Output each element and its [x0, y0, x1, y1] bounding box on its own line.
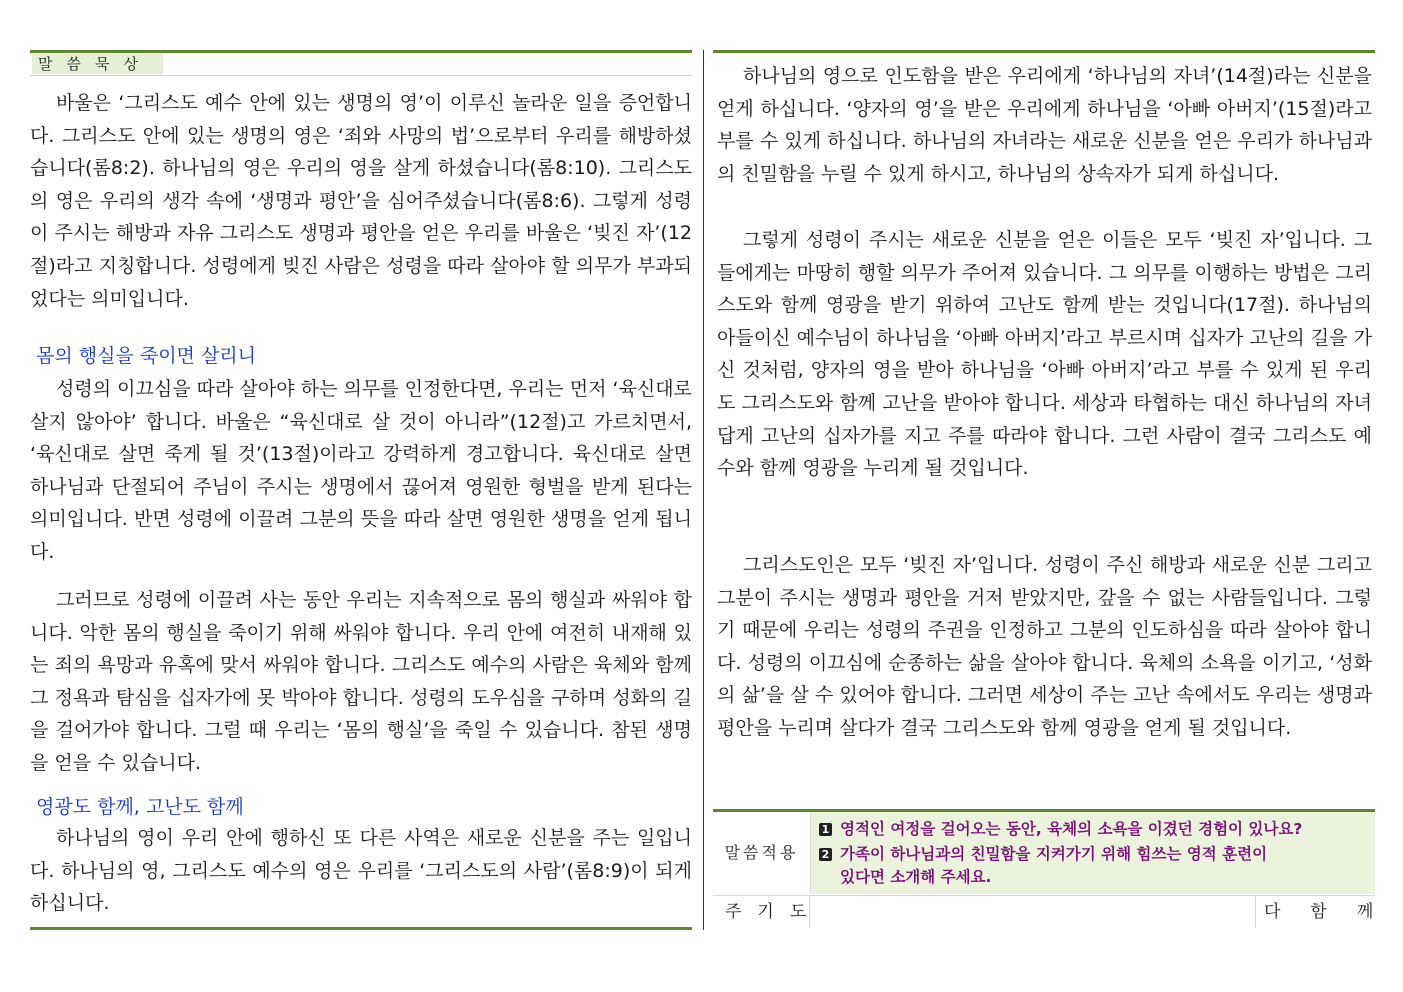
left-column	[30, 50, 692, 930]
right-paragraph-3: 그리스도인은 모두 ‘빚진 자’입니다. 성령이 주신 해방과 새로운 신분 그리고 그분이 주시는 생명과 평안을 거저 받았지만, 갚을 수 없는 사람들입니다. 그렇기 때문에 우리는 성령의 주권을 인정하고 그분의 인도하심을 따라 살아야 합니다. 성령의 이끄심에 순종하는 삶을 살아야 합니다. 육체의 소욕을 이기고, ‘성화의 삶’을 살 수 있어야 합니다. 그러면 세상이 주는 고난 속에서도 우리는 생명과 평안을 누리며 살다가 결국 그리스도와 함께 영광을 얻게 될 것입니다.	[717, 554, 1372, 739]
application-row	[713, 812, 1375, 894]
question-2-continuation: 있다면 소개해 주세요.	[840, 868, 992, 886]
column-divider	[703, 50, 704, 930]
question-text-1: 영적인 여정을 걸어오는 동안, 육체의 소욕을 이겼던 경험이 있나요?	[840, 820, 1303, 838]
subheading-2: 영광도 함께, 고난도 함께	[36, 796, 244, 818]
prayer-row	[713, 895, 1403, 928]
top-rule	[713, 50, 1375, 53]
bottom-rule	[30, 927, 692, 930]
question-2	[819, 843, 1267, 866]
question-1	[819, 818, 1302, 841]
paragraph-2: 성령의 이끄심을 따라 살아야 하는 의무를 인정한다면, 우리는 먼저 ‘육신대로 살지 않아야’ 합니다. 바울은 “육신대로 살 것이 아니라”(12절)고 가르치면서, ‘육신대로 살면 죽게 될 것’(13절)이라고 강력하게 경고합니다. 육신대로 살면 하나님과 단절되어 주님이 주시는 생명에서 끊어져 영원한 형벌을 받게 된다는 의미입니다. 반면 성령에 이끌려 그분의 뜻을 따라 살면 영원한 생명을 얻게 됩니다.	[30, 378, 692, 563]
section-label: 말씀묵상	[32, 54, 163, 74]
label-underline	[30, 75, 692, 76]
application-table	[713, 809, 1403, 927]
prayer-blank-cell	[811, 896, 1256, 928]
right-paragraph-2: 그렇게 성령이 주시는 새로운 신분을 얻은 이들은 모두 ‘빚진 자’입니다. 그들에게는 마땅히 행할 의무가 주어져 있습니다. 그 의무를 이행하는 방법은 그리스도와 함께 영광을 받기 위하여 고난도 함께 받는 것입니다(17절). 하나님의 아들이신 예수님이 하나님을 ‘아빠 아버지’라고 부르시며 십자가 고난의 길을 가신 것처럼, 양자의 영을 받아 하나님을 ‘아빠 아버지’라고 부를 수 있게 된 우리도 그리스도와 함께 고난을 받아야 합니다. 세상과 타협하는 대신 하나님의 자녀답게 고난의 십자가를 지고 주를 따라야 합니다. 그런 사람이 결국 그리스도 예수와 함께 영광을 누리게 될 것입니다.	[717, 229, 1372, 480]
top-rule	[30, 50, 692, 53]
question-number-1: 1	[819, 823, 832, 836]
subheading-1: 몸의 행실을 죽이면 살리니	[36, 345, 257, 367]
question-text-2: 가족이 하나님과의 친밀함을 지켜가기 위해 힘쓰는 영적 훈련이	[840, 845, 1268, 863]
right-paragraph-1: 하나님의 영으로 인도함을 받은 우리에게 ‘하나님의 자녀’(14절)라는 신분을 얻게 하십니다. ‘양자의 영’을 받은 우리에게 하나님을 ‘아빠 아버지’(15절)라고 부를 수 있게 하십니다. 하나님의 자녀라는 새로운 신분을 얻은 우리가 하나님과의 친밀함을 누릴 수 있게 하시고, 하나님의 상속자가 되게 하십니다.	[717, 65, 1372, 185]
prayer-label: 주기도	[713, 896, 810, 928]
right-column	[713, 50, 1403, 930]
together-label: 다함께	[1264, 902, 1403, 922]
question-number-2: 2	[819, 848, 832, 861]
intro-paragraph: 바울은 ‘그리스도 예수 안에 있는 생명의 영’이 이루신 놀라운 일을 증언합니다. 그리스도 안에 있는 생명의 영은 ‘죄와 사망의 법’으로부터 우리를 해방하셨습니다(롬8:2). 하나님의 영은 우리의 영을 살게 하셨습니다(롬8:10). 그리스도의 영은 우리의 생각 속에 ‘생명과 평안’을 심어주셨습니다(롬8:6). 그렇게 성령이 주시는 해방과 자유 그리스도 생명과 평안을 얻은 우리를 바울은 ‘빚진 자’(12절)라고 지칭합니다. 성령에게 빚진 사람은 성령을 따라 살아야 할 의무가 부과되었다는 의미입니다.	[30, 92, 692, 310]
application-label: 말씀적용	[713, 812, 811, 894]
paragraph-4: 하나님의 영이 우리 안에 행하신 또 다른 사역은 새로운 신분을 주는 일입니다. 하나님의 영, 그리스도 예수의 영은 우리를 ‘그리스도의 사람’(롬8:9)이 되게 하십니다.	[30, 827, 692, 915]
application-questions	[811, 812, 1375, 894]
paragraph-3: 그러므로 성령에 이끌려 사는 동안 우리는 지속적으로 몸의 행실과 싸워야 합니다. 악한 몸의 행실을 죽이기 위해 싸워야 합니다. 우리 안에 여전히 내재해 있는 죄의 욕망과 유혹에 맞서 싸워야 합니다. 그리스도 예수의 사람은 육체와 함께 그 정욕과 탐심을 십자가에 못 박아야 합니다. 성령의 도우심을 구하며 성화의 길을 걸어가야 합니다. 그럴 때 우리는 ‘몸의 행실’을 죽일 수 있습니다. 참된 생명을 얻을 수 있습니다.	[30, 589, 692, 774]
